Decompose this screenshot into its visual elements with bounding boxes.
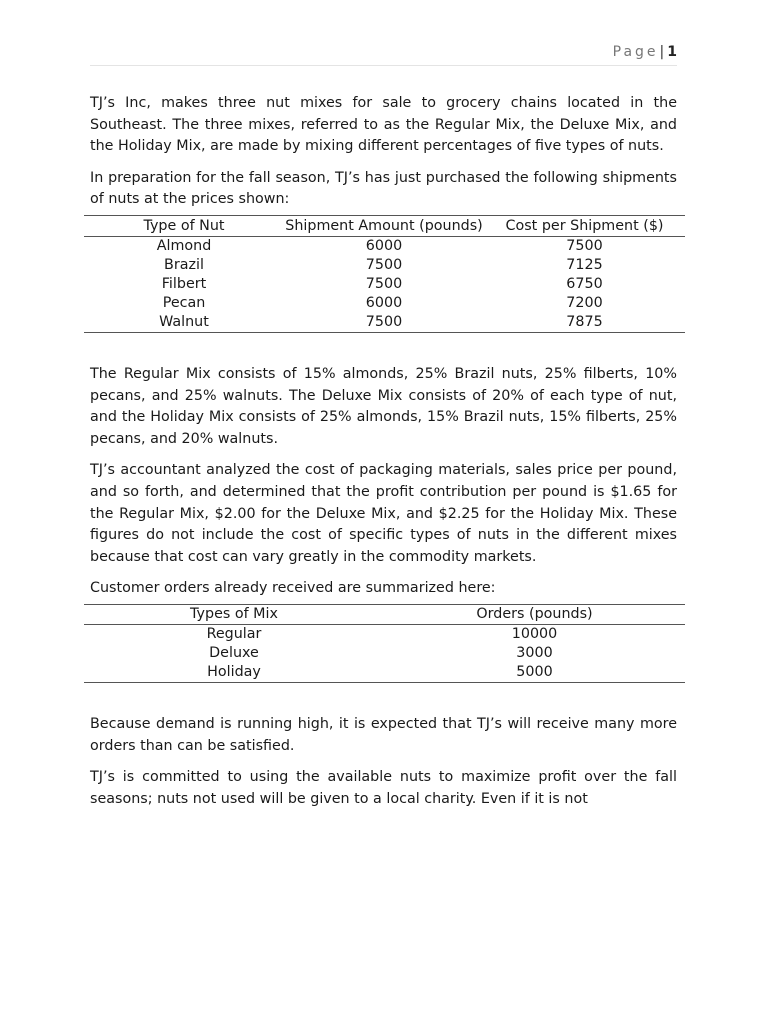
nut-name-cell: Filbert <box>161 275 207 292</box>
table-row <box>84 236 685 256</box>
table-row <box>84 624 685 644</box>
nut-shipment-table <box>84 215 685 333</box>
paragraph-orders-intro: Customer orders already received are summarized here: <box>90 580 496 597</box>
cost-cell: 7500 <box>566 237 603 254</box>
cost-cell: 7200 <box>566 294 603 311</box>
table-row <box>84 256 685 275</box>
table-header-row <box>84 604 685 624</box>
page-number: 1 <box>667 44 677 60</box>
cost-cell: 6750 <box>566 275 603 292</box>
orders-cell: 5000 <box>384 663 685 683</box>
orders-cell: 3000 <box>516 644 553 661</box>
shipment-amount-cell: 7500 <box>365 256 403 273</box>
column-header-types-of-mix: Types of Mix <box>84 604 384 624</box>
nut-name-cell: Pecan <box>162 294 206 311</box>
mix-name-cell: Holiday <box>84 663 384 683</box>
paragraph-commitment: TJ’s is committed to using the available nuts to maximize profit over the fall seasons; nuts not used will be given to a local charity. Even if it is not <box>90 769 677 807</box>
paragraph-preparation: In preparation for the fall season, TJ’s has just purchased the following shipments of nuts at the prices shown: <box>90 169 677 208</box>
page-label: Page <box>612 44 659 60</box>
table-row <box>84 663 685 683</box>
cost-cell: 7875 <box>484 313 685 333</box>
nut-name-cell: Almond <box>156 237 212 254</box>
document-body <box>90 93 677 820</box>
table-row <box>84 644 685 663</box>
paragraph-composition: The Regular Mix consists of 15% almonds, 25% Brazil nuts, 25% filberts, 10% pecans, and 25% walnuts. The Deluxe Mix consists of 20% of each type of nut, and the Holiday Mix consists of 25% almonds, 15% Brazil nuts, 15% filberts, 25% pecans, and 20% walnuts. <box>90 365 677 447</box>
nut-name-cell: Brazil <box>164 256 204 273</box>
paragraph-intro: TJ’s Inc, makes three nut mixes for sale to grocery chains located in the Southeast. The three mixes, referred to as the Regular Mix, the Deluxe Mix, and the Holiday Mix, are made by mixing different percentages of five types of nuts. <box>90 95 677 155</box>
paragraph-demand: Because demand is running high, it is expected that TJ’s will receive many more orders than can be satisfied. <box>90 715 677 754</box>
cost-cell: 7125 <box>566 256 603 273</box>
table-row <box>84 275 685 294</box>
page-separator: | <box>659 44 665 60</box>
shipment-amount-cell: 6000 <box>365 237 403 254</box>
paragraph-accountant: TJ’s accountant analyzed the cost of packaging materials, sales price per pound, and so forth, and determined that the profit contribution per pound is $1.65 for the Regular Mix, $2.00 for the Deluxe Mix, and $2.25 for the Holiday Mix. These figures do not include the cost of specific types of nuts in the different mixes because that cost can vary greatly in the commodity markets. <box>90 462 677 565</box>
orders-cell: 10000 <box>511 625 558 642</box>
shipment-amount-cell: 7500 <box>365 275 403 292</box>
shipment-amount-cell: 6000 <box>365 294 403 311</box>
column-header-shipment-amount: Shipment Amount (pounds) <box>284 215 484 236</box>
column-header-cost-per-shipment: Cost per Shipment ($) <box>484 215 685 236</box>
column-header-type-of-nut: Type of Nut <box>84 215 284 236</box>
mix-name-cell: Deluxe <box>209 644 259 661</box>
customer-orders-table <box>84 604 685 683</box>
table-header-row <box>84 215 685 236</box>
nut-name-cell: Walnut <box>84 313 284 333</box>
shipment-amount-cell: 7500 <box>284 313 484 333</box>
table-row <box>84 294 685 313</box>
mix-name-cell: Regular <box>206 625 262 642</box>
column-header-orders: Orders (pounds) <box>384 604 685 624</box>
table-row <box>84 313 685 333</box>
page-header <box>90 44 677 66</box>
